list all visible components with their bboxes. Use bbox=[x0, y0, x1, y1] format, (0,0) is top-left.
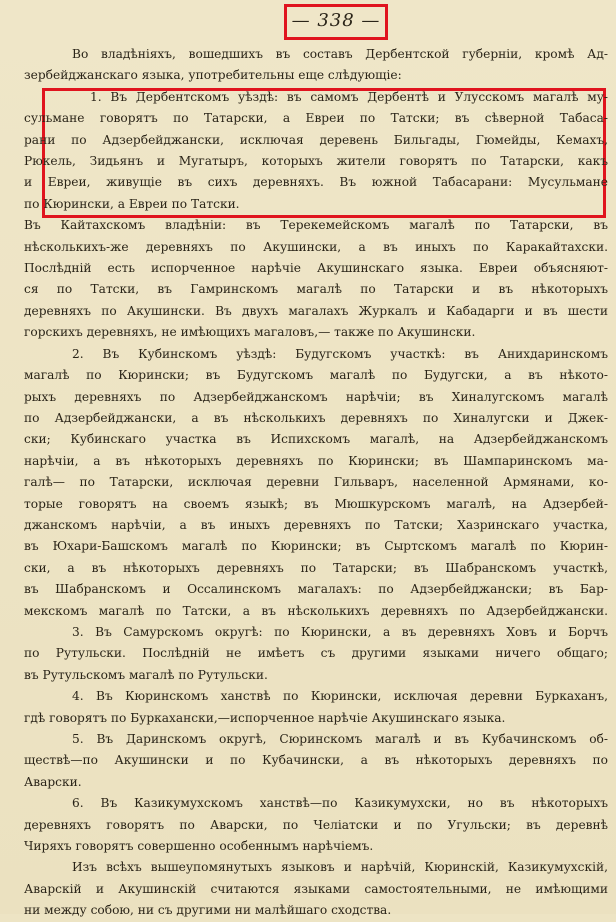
text-line: 5. Въ Даринскомъ округѣ, Сюринскомъ магалѣ и въ Кубачинскомъ об- bbox=[72, 732, 608, 746]
text-line: гдѣ говорятъ по Буркахански,—испорченное нарѣчіе Акушинскаго языка. bbox=[24, 710, 506, 725]
text-line: магалѣ по Кюрински; въ Будугскомъ магалѣ по Будугски, а въ нѣкото- bbox=[24, 368, 608, 383]
text-line: нѣсколькихъ-же деревняхъ по Акушински, а въ иныхъ по Каракайтахски. bbox=[24, 239, 608, 254]
text-line: Изъ всѣхъ вышеупомянутыхъ языковъ и нарѣчій, Кюринскій, Казикумухскій, bbox=[72, 860, 608, 875]
text-line: зербейджанскаго языка, употребительны еще слѣдующіе: bbox=[24, 68, 402, 83]
text-line: горскихъ деревняхъ, не имѣющихъ магаловъ,— также по Акушински. bbox=[24, 325, 476, 340]
text-line: рыхъ деревняхъ по Адзербейджанскомъ нарѣчіи; въ Хиналугскомъ магалѣ bbox=[24, 389, 608, 404]
text-line: джанскомъ нарѣчіи, а въ иныхъ деревняхъ по Татски; Хазринскаго участка, bbox=[24, 517, 608, 532]
text-line: Послѣдній есть испорченное нарѣчіе Акушинскаго языка. Евреи объясняют- bbox=[24, 261, 608, 276]
text-line: по Рутульски. Послѣдній не имѣетъ съ другими языками ничего общаго; bbox=[24, 646, 608, 661]
text-line: по Кюрински, а Евреи по Татски. bbox=[24, 196, 240, 211]
text-line: 2. Въ Кубинскомъ уѣздѣ: Будугскомъ участкѣ: въ Анихдаринскомъ bbox=[72, 346, 608, 361]
text-line: 4. Въ Кюринскомъ ханствѣ по Кюрински, исключая деревни Буркаханъ, bbox=[72, 689, 608, 704]
text-line: Аварскій и Акушинскій считаются языками самостоятельными, не имѣющими bbox=[24, 881, 608, 896]
text-line: мекскомъ магалѣ по Татски, а въ нѣсколькихъ деревняхъ по Адзербейджански. bbox=[24, 603, 608, 618]
text-line: Въ Кайтахскомъ владѣніи: въ Терекемейскомъ магалѣ по Татарски, въ bbox=[24, 218, 608, 233]
text-line: ски, а въ нѣкоторыхъ деревняхъ по Татарски; въ Шабранскомъ участкѣ, bbox=[24, 560, 608, 575]
text-line: и Евреи, живущіе въ сихъ деревняхъ. Въ южной Табасарани: Мусульмане bbox=[24, 175, 608, 190]
text-line: въ Рутульскомъ магалѣ по Рутульски. bbox=[24, 667, 268, 682]
text-line: по Адзербейджански, а въ нѣсколькихъ деревняхъ по Хиналугски и Джек- bbox=[24, 410, 608, 425]
text-line: въ Юхари-Башскомъ магалѣ по Кюрински; въ Сыртскомъ магалѣ по Кюрин- bbox=[24, 539, 608, 554]
text-line: деревняхъ по Акушински. Въ двухъ магалахъ Журкалъ и Кабадарги и въ шести bbox=[24, 303, 608, 318]
text-line: 1. Въ Дербентскомъ уѣздѣ: въ самомъ Дербентѣ и Улусскомъ магалѣ му- bbox=[90, 89, 608, 104]
text-line: нарѣчіи, а въ нѣкоторыхъ деревняхъ по Кюрински; въ Шампаринскомъ ма- bbox=[24, 453, 608, 468]
text-line: ся по Татски, въ Гамринскомъ магалѣ по Татарски и въ нѣкоторыхъ bbox=[24, 282, 608, 297]
text-line: рани по Адзербейджански, исключая деревень Бильгады, Гюмейды, Кемахъ, bbox=[24, 132, 608, 147]
text-line: ществѣ—по Акушински и по Кубачински, а въ нѣкоторыхъ деревняхъ по bbox=[24, 753, 608, 768]
text-line: Аварски. bbox=[24, 774, 82, 789]
text-line: деревняхъ говорятъ по Аварски, по Челіатски и по Угульски; въ деревнѣ bbox=[24, 817, 608, 832]
text-line: ни между собою, ни съ другими ни малѣйшаго сходства. bbox=[24, 903, 392, 918]
text-line: ски; Кубинскаго участка въ Испихскомъ магалѣ, на Адзербейджанскомъ bbox=[24, 432, 608, 447]
text-line: Во владѣніяхъ, вошедшихъ въ составъ Дербентской губерніи, кромѣ Ад- bbox=[72, 47, 608, 61]
text-line: въ Шабранскомъ и Оссалинскомъ магалахъ: по Адзербейджански; въ Бар- bbox=[24, 582, 608, 597]
text-line: торые говорятъ на своемъ языкѣ; въ Мюшкурскомъ магалѣ, на Адзербей- bbox=[24, 496, 608, 511]
text-line: галѣ— по Татарски, исключая деревни Гильваръ, населенной Армянами, ко- bbox=[24, 475, 608, 490]
text-line: 6. Въ Казикумухскомъ ханствѣ—по Казикумухски, но въ нѣкоторыхъ bbox=[72, 796, 608, 811]
text-line: сульмане говорятъ по Татарски, а Евреи по Татски; въ сѣверной Табаса- bbox=[24, 111, 608, 126]
text-line: 3. Въ Самурскомъ округѣ: по Кюрински, а въ деревняхъ Ховъ и Борчъ bbox=[72, 624, 608, 639]
text-line: Рюкель, Зидьянъ и Мугатыръ, которыхъ жители говорятъ по Татарски, какъ bbox=[24, 154, 608, 169]
text-line: Чиряхъ говорятъ совершенно особеннымъ нарѣчіемъ. bbox=[24, 839, 374, 854]
page-number: — 338 — bbox=[291, 10, 381, 31]
page-text bbox=[24, 44, 608, 922]
